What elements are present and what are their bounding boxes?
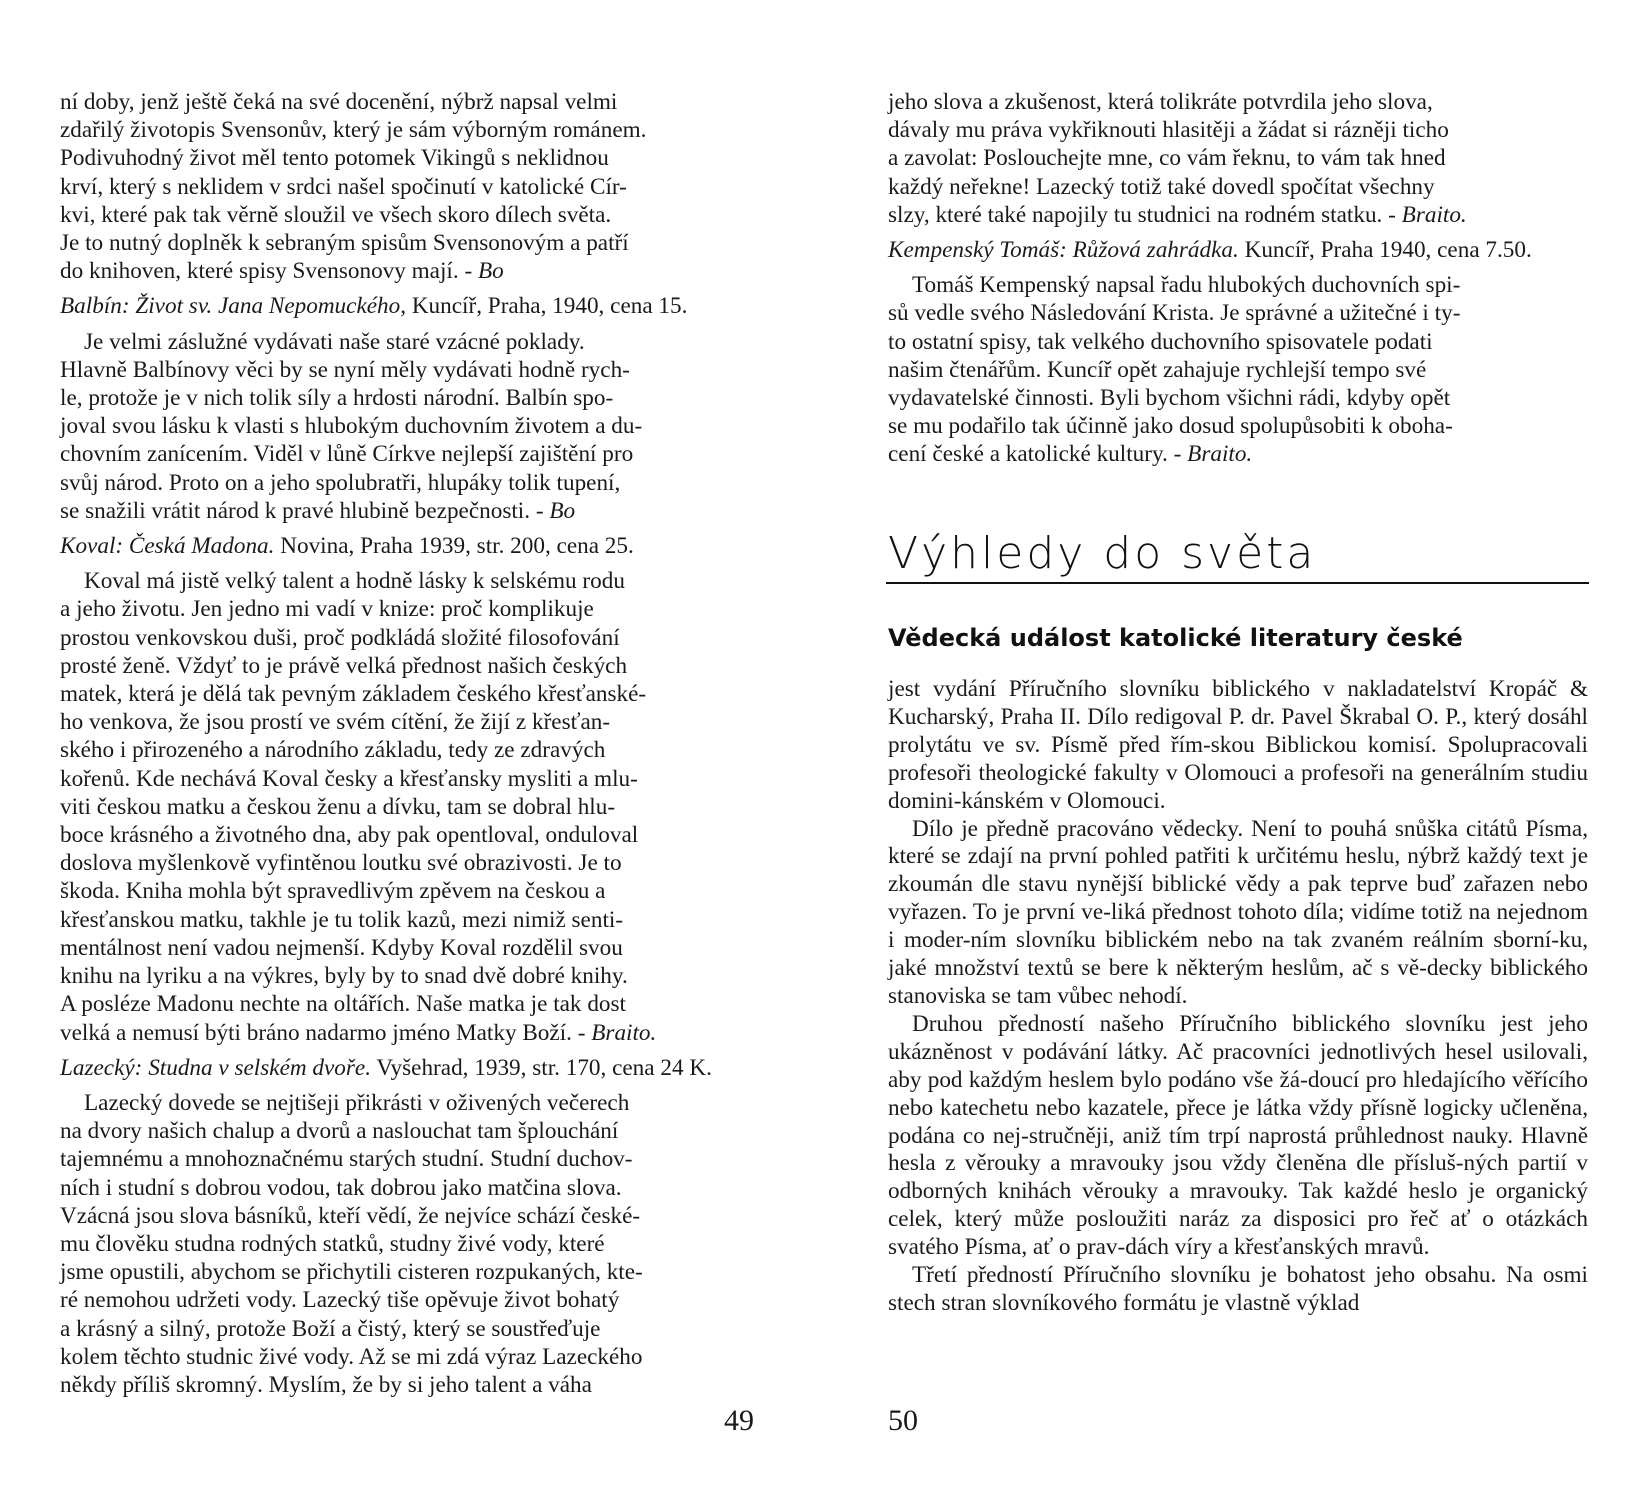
review-publication: Kuncíř, Praha 1940, cena 7.50. bbox=[1238, 237, 1532, 264]
text-line: prosté ženě. Vždyť to je právě velká přednost našich českých bbox=[60, 652, 628, 679]
text-line: se mu podařilo tak účinně jako dosud spolupůsobiti k oboha- bbox=[888, 413, 1453, 440]
review-body bbox=[60, 1089, 756, 1399]
author-signature: Braito. bbox=[1187, 441, 1253, 468]
article-body bbox=[888, 676, 1588, 1318]
article-paragraph: Druhou předností našeho Příručního biblického slovníku jest jeho ukázněnost v podávání látky. Ač pracovníci jednotlivých hesel usilovali, aby pod každým heslem bylo podáno vše žá-doucí pro hledajícího věřícího nebo katechetu nebo kazatele, přece je látka vždy přísně logicky učleněna, podána co nej-stručněji, aniž tím trpí naprostá průhlednost nauky. Hlavně hesla z věrouky a mravouky jsou vždy členěna dle přísluš-ných partií v odborných knihách věrouky a mravouky. Tak každé heslo je organický celek, který může posloužiti naráz za disposici pro řeč ať o otázkách svatého Písma, ať o prav-dách víry a křesťanských mravů. bbox=[888, 1010, 1588, 1261]
text-line: Tomáš Kempenský napsal řadu hlubokých duchovních spi- bbox=[912, 272, 1461, 299]
text-line: někdy příliš skromný. Myslím, že by si jeho talent a váha bbox=[60, 1371, 592, 1398]
review-heading bbox=[60, 292, 756, 320]
text-line: každý neřekne! Lazecký totiž také dovedl spočítat všechny bbox=[888, 173, 1435, 200]
text-line: zdařilý životopis Svensonův, který je sám výborným románem. bbox=[60, 117, 647, 144]
text-line: Koval má jistě velký talent a hodně lásky k selskému rodu bbox=[84, 568, 625, 595]
text-line bbox=[60, 257, 756, 285]
text-line: viti českou matku a českou ženu a dívku, tam se dobral hlu- bbox=[60, 793, 616, 820]
text-line: kvi, které pak tak věrně sloužil ve všech skoro dílech světa. bbox=[60, 201, 612, 228]
review-body bbox=[60, 567, 756, 1046]
text-line: a krásný a silný, protože Boží a čistý, který se soustřeďuje bbox=[60, 1315, 601, 1342]
text-line: doslova myšlenkově vyfintěnou loutku své obrazivosti. Je to bbox=[60, 850, 622, 877]
text-line: mu člověku studna rodných statků, studny živé vody, které bbox=[60, 1230, 605, 1257]
left-page bbox=[60, 88, 756, 1399]
text-line: Podivuhodný život měl tento potomek Vikingů s neklidnou bbox=[60, 145, 609, 172]
text-line: ré nemohou udržeti vody. Lazecký tiše opěvuje život bohatý bbox=[60, 1287, 620, 1314]
review-title: Balbín: Život sv. Jana Nepomuckého, bbox=[60, 293, 407, 320]
text-line: ského i přirozeného a národního základu, tedy ze zdravých bbox=[60, 737, 606, 764]
text-fragment: velká a nemusí býti bráno nadarmo jméno Matky Boží. - bbox=[60, 1019, 592, 1046]
text-line: Je to nutný doplněk k sebraným spisům Svensonovým a patří bbox=[60, 230, 629, 257]
text-line: na dvory našich chalup a dvorů a naslouchat tam šplouchání bbox=[60, 1118, 619, 1145]
right-page bbox=[888, 88, 1588, 469]
text-fragment: cení české a katolické kultury. - bbox=[888, 441, 1188, 468]
text-line: Vzácná jsou slova básníků, kteří vědí, že nejvíce schází české- bbox=[60, 1202, 641, 1229]
text-line bbox=[60, 497, 756, 525]
review-body bbox=[888, 271, 1588, 468]
text-line: jsme opustili, abychom se přichytili cisteren rozpukaných, kte- bbox=[60, 1259, 643, 1286]
text-line: ní doby, jenž ještě čeká na své docenění, nýbrž napsal velmi bbox=[60, 89, 618, 115]
text-line: škoda. Kniha mohla být spravedlivým zpěvem na českou a bbox=[60, 878, 606, 905]
text-fragment: se snažili vrátit národ k pravé hlubině bezpečnosti. - bbox=[60, 497, 550, 524]
text-line: a zavolat: Poslouchejte mne, co vám řeknu, to vám tak hned bbox=[888, 145, 1446, 172]
text-line: matek, která je dělá tak pevným základem českého křesťanské- bbox=[60, 681, 647, 708]
review-heading bbox=[888, 236, 1588, 264]
article-heading: Vědecká událost katolické literatury české bbox=[888, 624, 1463, 652]
text-line: sů vedle svého Následování Krista. Je správné a užitečné i ty- bbox=[888, 300, 1461, 327]
text-line: tajemnému a mnohoznačnému starých studní. Studní duchov- bbox=[60, 1146, 633, 1173]
text-line: křesťanskou matku, takhle je tu tolik kazů, mezi nimiž senti- bbox=[60, 906, 624, 933]
review-title: Lazecký: Studna v selském dvoře. bbox=[60, 1054, 371, 1081]
text-line: kolem těchto studnic živé vody. Až se mi zdá výraz Lazeckého bbox=[60, 1343, 643, 1370]
section-divider bbox=[886, 582, 1589, 584]
text-fragment: do knihoven, které spisy Svensonovy mají. - bbox=[60, 258, 478, 285]
author-signature: Bo bbox=[549, 497, 576, 524]
text-line: prostou venkovskou duši, proč podkládá složité filosofování bbox=[60, 624, 620, 651]
text-line: knihu na lyriku a na výkres, byly by to snad dvě dobré knihy. bbox=[60, 963, 628, 990]
text-line: joval svou lásku k vlasti s hlubokým duchovním životem a du- bbox=[60, 413, 643, 440]
section-title: Výhledy do světa bbox=[888, 528, 1317, 579]
intro-paragraph bbox=[60, 88, 756, 285]
review-body bbox=[60, 328, 756, 525]
text-line bbox=[888, 440, 1588, 468]
text-fragment: slzy, které také napojily tu studnici na rodném statku. - bbox=[888, 201, 1402, 228]
review-heading bbox=[60, 1054, 756, 1082]
text-line: ho venkova, že jsou prostí ve svém cítění, že žijí z křesťan- bbox=[60, 709, 611, 736]
text-line: vydavatelské činnosti. Byli bychom všichni rádi, kdyby opět bbox=[888, 385, 1451, 412]
text-line: to ostatní spisy, tak velkého duchovního spisovatele podati bbox=[888, 328, 1433, 355]
article-paragraph: jest vydání Příručního slovníku biblického v nakladatelství Kropáč & Kucharský, Praha II. Dílo redigoval P. dr. Pavel Škrabal O. P., který dosáhl prolytátu ve sv. Písmě před řím-skou Biblickou komisí. Spolupracovali profesoři theologické fakulty v Olomouci a profesoři na generálním studiu domini-kánském v Olomouci. bbox=[888, 676, 1588, 814]
text-line: našim čtenářům. Kuncíř opět zahajuje rychlejší tempo své bbox=[888, 356, 1427, 383]
review-title: Kempenský Tomáš: Růžová zahrádka. bbox=[888, 237, 1239, 264]
review-heading bbox=[60, 532, 756, 560]
text-line bbox=[60, 1019, 756, 1047]
text-line: kořenů. Kde nechává Koval česky a křesťansky mysliti a mlu- bbox=[60, 765, 638, 792]
text-line: A posléze Madonu nechte na oltářích. Naše matka je tak dost bbox=[60, 991, 626, 1018]
text-line: a jeho životu. Jen jedno mi vadí v knize: proč komplikuje bbox=[60, 596, 594, 623]
text-line: jeho slova a zkušenost, která tolikráte potvrdila jeho slova, bbox=[888, 89, 1433, 115]
text-line: dávaly mu práva vykřiknouti hlasitěji a žádat si rázněji ticho bbox=[888, 117, 1449, 144]
text-line: le, protože je v nich tolik síly a hrdosti národní. Balbín spo- bbox=[60, 385, 614, 412]
review-publication: Vyšehrad, 1939, str. 170, cena 24 K. bbox=[371, 1054, 712, 1081]
review-title: Koval: Česká Madona. bbox=[60, 533, 275, 560]
continued-paragraph bbox=[888, 88, 1588, 229]
author-signature: Braito. bbox=[1401, 201, 1467, 228]
review-publication: Kuncíř, Praha, 1940, cena 15. bbox=[406, 293, 688, 320]
text-line: krví, který s neklidem v srdci našel spočinutí v katolické Cír- bbox=[60, 173, 627, 200]
article-paragraph: Dílo je předně pracováno vědecky. Není to pouhá snůška citátů Písma, které se zdají na první pohled patřiti k určitému heslu, nýbrž každý text je zkoumán dle stavu nynější biblické vědy a pak teprve buď zařazen nebo vyřazen. To je první ve-liká přednost tohoto díla; vidíme totiž na nejednom i moder-ním slovníku biblickém nebo na tak zvaném reálním sborní-ku, jaké množství textů se bere k některým heslům, ač s vě-decky biblického stanoviska se tam vůbec nehodí. bbox=[888, 815, 1588, 1009]
text-line: svůj národ. Proto on a jeho spolubratři, hlupáky tolik tupení, bbox=[60, 469, 621, 496]
text-line: chovním zanícením. Viděl v lůně Církve nejlepší zajištění pro bbox=[60, 441, 634, 468]
text-line: Hlavně Balbínovy věci by se nyní měly vydávati hodně rych- bbox=[60, 356, 630, 383]
article-paragraph: Třetí předností Příručního slovníku je bohatost jeho obsahu. Na osmi stech stran slovníkového formátu je vlastně výklad bbox=[888, 1262, 1588, 1316]
text-line: mentálnost není vadou nejmenší. Kdyby Koval rozdělil svou bbox=[60, 934, 623, 961]
author-signature: Bo bbox=[477, 258, 504, 285]
author-signature: Braito. bbox=[591, 1019, 657, 1046]
text-line: boce krásného a životného dna, aby pak opentloval, onduloval bbox=[60, 822, 639, 849]
review-publication: Novina, Praha 1939, str. 200, cena 25. bbox=[274, 533, 634, 560]
text-line: Je velmi záslužné vydávati naše staré vzácné poklady. bbox=[84, 328, 585, 355]
page-number-right: 50 bbox=[888, 1404, 918, 1437]
text-line: Lazecký dovede se nejtišeji přikrásti v oživených večerech bbox=[84, 1089, 630, 1116]
page-number-left: 49 bbox=[724, 1404, 754, 1437]
text-line: ních i studní s dobrou vodou, tak dobrou jako matčina slova. bbox=[60, 1174, 622, 1201]
text-line bbox=[888, 201, 1588, 229]
